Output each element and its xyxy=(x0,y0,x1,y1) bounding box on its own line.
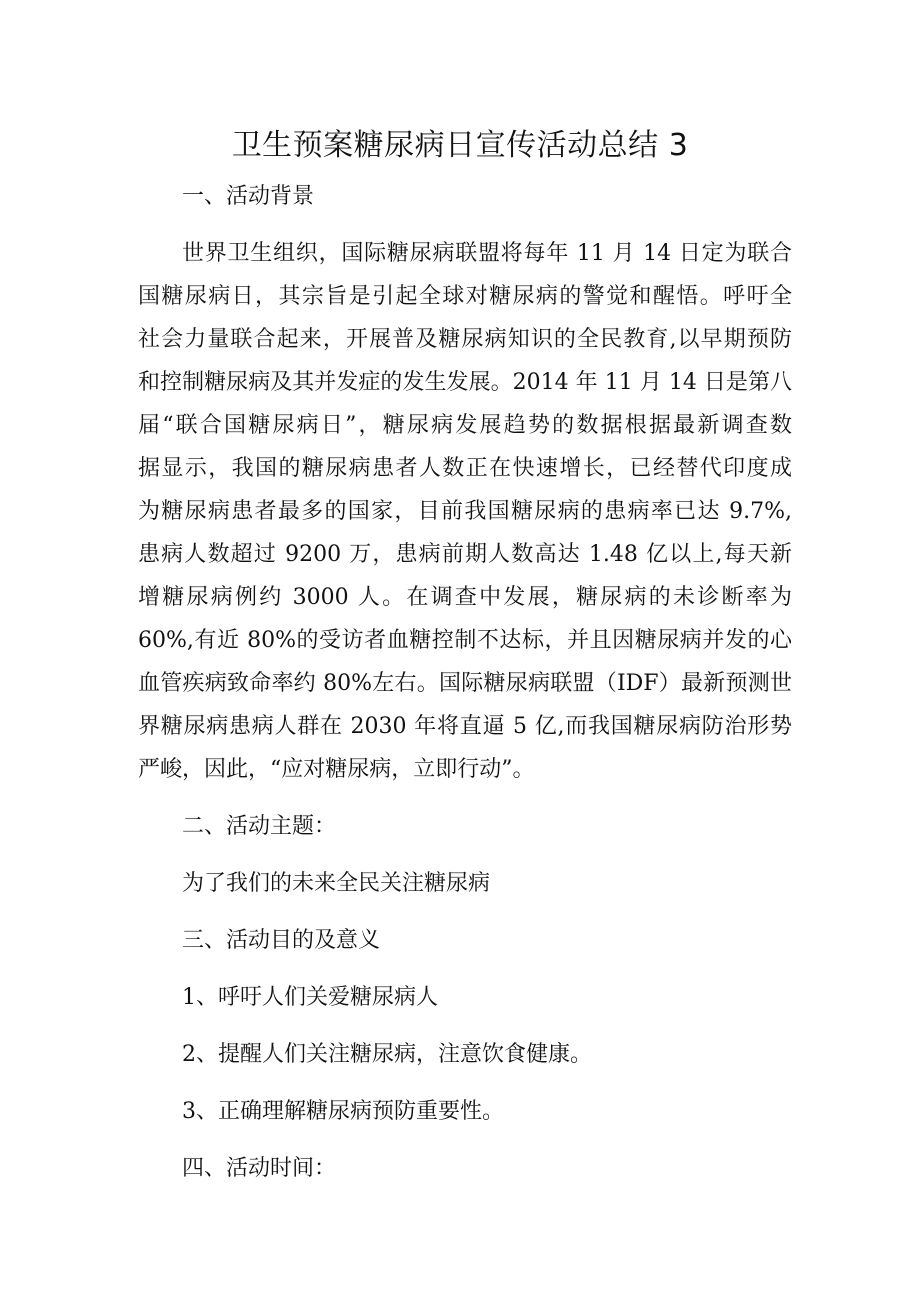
paragraph-line: 国糖尿病日，其宗旨是引起全球对糖尿病的警觉和醒悟。呼吁全 xyxy=(138,284,792,309)
section-heading-background: 一、活动背景 xyxy=(182,184,315,209)
paragraph-line: 60%,有近 80%的受访者血糖控制不达标，并且因糖尿病并发的心 xyxy=(138,628,792,653)
spacer xyxy=(138,848,792,862)
paragraph-line: 社会力量联合起来，开展普及糖尿病知识的全民教育,以早期预防 xyxy=(138,327,792,352)
document-body xyxy=(138,175,792,1190)
paragraph-line: 患病人数超过 9200 万，患病前期人数高达 1.48 亿以上,每天新 xyxy=(138,542,792,567)
spacer xyxy=(138,218,792,232)
section-heading-theme: 二、活动主题： xyxy=(182,814,337,839)
document-title: 卫生预案糖尿病日宣传活动总结 3 xyxy=(231,128,689,163)
paragraph-line: 世界卫生组织，国际糖尿病联盟将每年 11 月 14 日定为联合 xyxy=(182,241,792,266)
paragraph-line: 和控制糖尿病及其并发症的发生发展。2014 年 11 月 14 日是第八 xyxy=(138,370,792,395)
purpose-item: 3、正确理解糖尿病预防重要性。 xyxy=(182,1099,504,1124)
purpose-item: 1、呼吁人们关爱糖尿病人 xyxy=(182,985,438,1010)
paragraph-line: 严峻，因此，“应对糖尿病，立即行动”。 xyxy=(138,757,535,782)
spacer xyxy=(138,905,792,919)
spacer xyxy=(138,1019,792,1033)
spacer xyxy=(138,1076,792,1090)
paragraph-line: 血管疾病致命率约 80%左右。国际糖尿病联盟（IDF）最新预测世 xyxy=(138,671,792,696)
spacer xyxy=(138,962,792,976)
background-paragraph xyxy=(138,232,792,791)
paragraph-line: 届“联合国糖尿病日”，糖尿病发展趋势的数据根据最新调查数 xyxy=(138,413,792,438)
theme-text: 为了我们的未来全民关注糖尿病 xyxy=(182,871,491,896)
section-heading-purpose: 三、活动目的及意义 xyxy=(182,928,381,953)
spacer xyxy=(138,791,792,805)
paragraph-line: 为糖尿病患者最多的国家，目前我国糖尿病的患病率已达 9.7%, xyxy=(138,499,792,524)
purpose-item: 2、提醒人们关注糖尿病，注意饮食健康。 xyxy=(182,1042,592,1067)
spacer xyxy=(138,1133,792,1147)
paragraph-line: 增糖尿病例约 3000 人。在调查中发展，糖尿病的未诊断率为 xyxy=(138,585,792,610)
section-heading-time: 四、活动时间： xyxy=(182,1156,337,1181)
paragraph-line: 界糖尿病患病人群在 2030 年将直逼 5 亿,而我国糖尿病防治形势 xyxy=(138,714,792,739)
paragraph-line: 据显示，我国的糖尿病患者人数正在快速增长，已经替代印度成 xyxy=(138,456,792,481)
